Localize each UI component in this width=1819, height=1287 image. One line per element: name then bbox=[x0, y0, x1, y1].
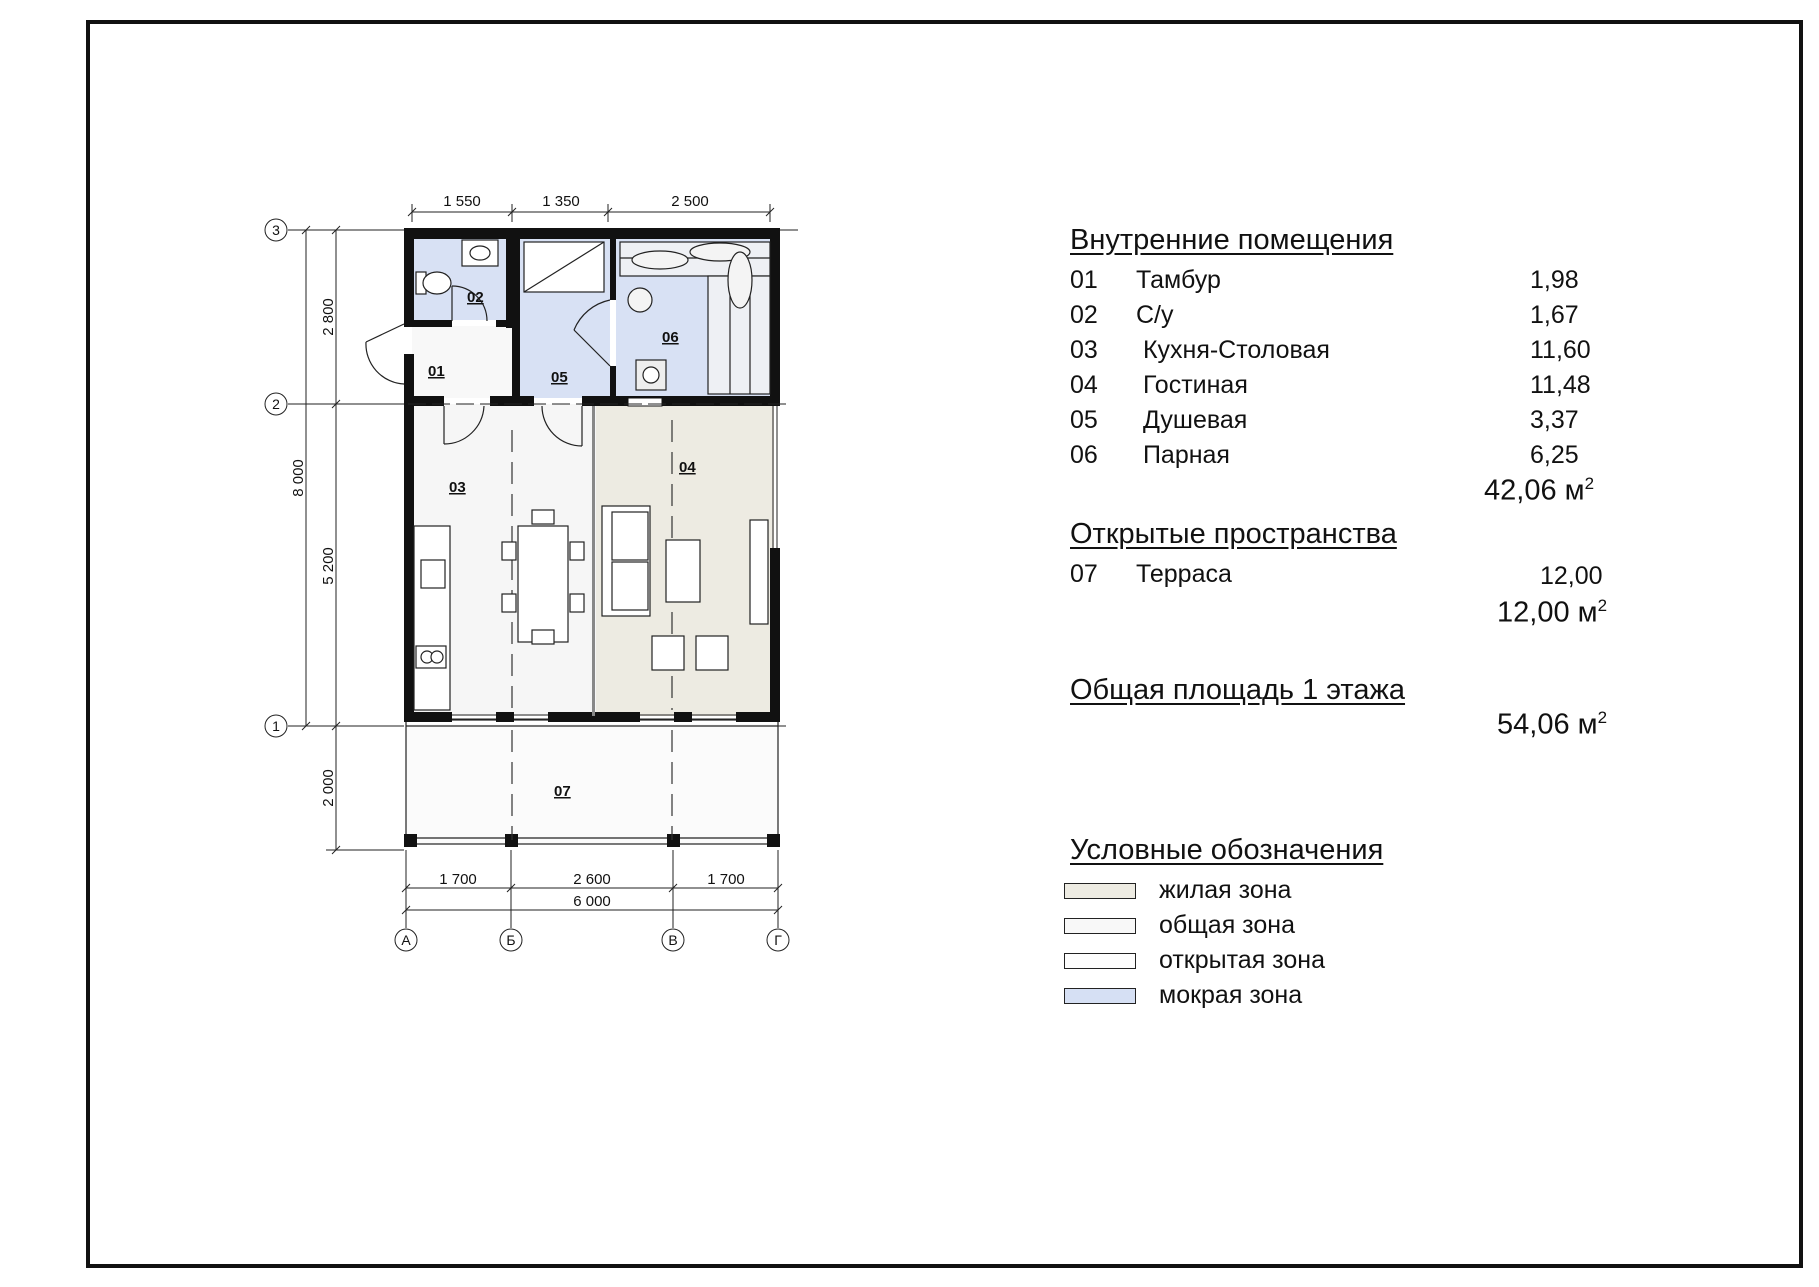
zone-common-01 bbox=[412, 326, 514, 398]
room-name-05: Душевая bbox=[1136, 406, 1248, 434]
left-dim-2: 5 200 bbox=[320, 547, 337, 585]
overall-total-unit: м bbox=[1577, 708, 1598, 741]
room-num-03: 03 bbox=[1070, 336, 1098, 364]
legend-swatch-living bbox=[1064, 883, 1136, 899]
open-total-sup: 2 bbox=[1597, 596, 1608, 615]
row-axis-2: 2 bbox=[272, 396, 280, 412]
bottom-dim-3: 1 700 bbox=[707, 871, 745, 888]
interior-title: Внутренние помещения bbox=[1070, 224, 1394, 256]
room-area-04: 11,48 bbox=[1530, 371, 1591, 399]
left-dim-1: 2 800 bbox=[320, 298, 337, 336]
bottom-dim-total: 6 000 bbox=[573, 893, 611, 910]
room-area-07: 12,00 bbox=[1540, 562, 1603, 590]
interior-total bbox=[1484, 474, 1594, 508]
bottom-dim-2: 2 600 bbox=[573, 871, 611, 888]
legend-label-wet: мокрая зона bbox=[1159, 981, 1303, 1009]
legend-swatch-common bbox=[1064, 918, 1136, 934]
room-num-06: 06 bbox=[1070, 441, 1098, 469]
top-dim-2: 1 350 bbox=[542, 193, 580, 210]
legend-label-living: жилая зона bbox=[1159, 876, 1292, 904]
col-axis-a: А bbox=[401, 932, 411, 948]
room-area-06: 6,25 bbox=[1530, 441, 1579, 469]
left-dim-3: 2 000 bbox=[320, 769, 337, 807]
legend-swatch-wet bbox=[1064, 988, 1136, 1004]
room-label-01: 01 bbox=[428, 363, 445, 380]
interior-total-sup: 2 bbox=[1584, 474, 1595, 493]
legend-label-common: общая зона bbox=[1159, 911, 1295, 939]
room-label-02: 02 bbox=[467, 289, 484, 306]
room-num-01: 01 bbox=[1070, 266, 1098, 294]
room-name-07: Терраса bbox=[1136, 560, 1232, 588]
room-label-03: 03 bbox=[449, 479, 466, 496]
legend-swatch-open bbox=[1064, 953, 1136, 969]
open-total bbox=[1497, 596, 1607, 630]
overall-total-value: 54,06 bbox=[1497, 708, 1570, 741]
room-area-05: 3,37 bbox=[1530, 406, 1579, 434]
room-area-01: 1,98 bbox=[1530, 266, 1579, 294]
legend-title: Условные обозначения bbox=[1070, 834, 1384, 866]
room-num-04: 04 bbox=[1070, 371, 1098, 399]
col-axis-v: В bbox=[668, 932, 678, 948]
interior-total-value: 42,06 bbox=[1484, 474, 1557, 507]
left-dim-total: 8 000 bbox=[290, 459, 307, 497]
open-title: Открытые пространства bbox=[1070, 518, 1397, 550]
col-axis-g: Г bbox=[774, 932, 782, 948]
row-axis-1: 1 bbox=[272, 718, 280, 734]
legend-label-open: открытая зона bbox=[1159, 946, 1325, 974]
open-total-unit: м bbox=[1577, 596, 1598, 629]
room-num-02: 02 bbox=[1070, 301, 1098, 329]
room-label-05: 05 bbox=[551, 369, 568, 386]
room-area-02: 1,67 bbox=[1530, 301, 1579, 329]
room-area-03: 11,60 bbox=[1530, 336, 1591, 364]
room-num-07: 07 bbox=[1070, 560, 1098, 588]
col-axis-b: Б bbox=[506, 932, 516, 948]
open-total-value: 12,00 bbox=[1497, 596, 1570, 629]
room-name-02: С/у bbox=[1136, 301, 1174, 329]
overall-total-sup: 2 bbox=[1597, 708, 1608, 727]
room-label-07: 07 bbox=[554, 783, 571, 800]
room-num-05: 05 bbox=[1070, 406, 1098, 434]
room-name-03: Кухня-Столовая bbox=[1136, 336, 1330, 364]
room-name-04: Гостиная bbox=[1136, 371, 1248, 399]
top-dim-3: 2 500 bbox=[671, 193, 709, 210]
interior-total-unit: м bbox=[1564, 474, 1585, 507]
zone-open-07 bbox=[406, 724, 778, 844]
room-name-06: Парная bbox=[1136, 441, 1230, 469]
room-label-04: 04 bbox=[679, 459, 696, 476]
room-name-01: Тамбур bbox=[1136, 266, 1221, 294]
bottom-dim-1: 1 700 bbox=[439, 871, 477, 888]
room-label-06: 06 bbox=[662, 329, 679, 346]
overall-total bbox=[1497, 708, 1607, 742]
overall-title: Общая площадь 1 этажа bbox=[1070, 674, 1406, 706]
row-axis-3: 3 bbox=[272, 222, 280, 238]
top-dim-1: 1 550 bbox=[443, 193, 481, 210]
